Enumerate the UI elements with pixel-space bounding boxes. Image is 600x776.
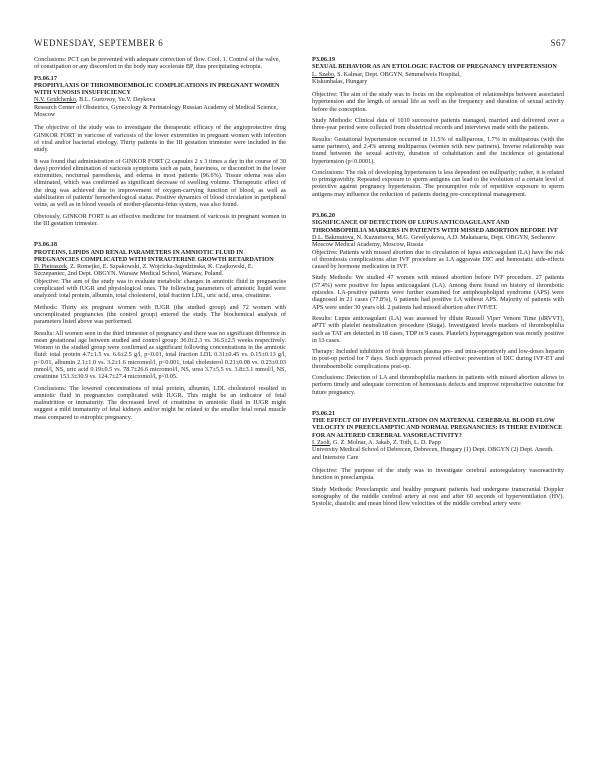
abstract-title: PROTEINS, LIPIDS AND RENAL PARAMETERS IN AMNIOTIC FLUID IN PREGNANCIES COMPLICATED WITH INTRAUTERINE GROWTH RETARDATION xyxy=(34,248,274,263)
abstract-title: SEXUAL BEHAVIOR AS AN ETIOLOGIC FACTOR OF PREGNANCY HYPERTENSION xyxy=(312,63,557,71)
page-number: S67 xyxy=(550,38,566,48)
right-abstract-list xyxy=(312,56,564,507)
presenting-author: D.L. Bakmutova xyxy=(312,233,354,241)
abstract-body xyxy=(312,91,564,198)
running-header xyxy=(34,38,566,50)
abstract-authors xyxy=(312,439,564,446)
abstract-affiliation: Research Center of Obstetrics, Gynecology & Perinatology Russian Academy of Medical Science, Moscow xyxy=(34,103,278,119)
presenting-author: N.V. Gridchenko xyxy=(34,96,76,104)
abstract xyxy=(34,241,286,421)
presenting-author: I. Zsolt xyxy=(312,439,330,447)
co-authors: , G. Z. Molnar, A. Jakab, Z. Toth, L. D. Papp xyxy=(329,439,441,447)
abstract-paragraph: Results: Lupus anticoagulant (LA) was assessed by dilute Russell Viper Venom Time (dRVVT), aPTT with platelet neutralization procedure (Staga). Investigated levels markers of thrombophilia such as TAT are detected in 18 cases, TDP in 9 cases. Platelet's hyperaggregation was mostly positive in 13 cases. xyxy=(312,314,564,344)
abstract-paragraph: Study Methods: We studied 47 women with missed abortion before IVF procedure. 27 patients (57.4%) were positive for lupus anticoagulant (LA). Among them found on history of thrombotic episodes. LA-positive patients were further examined for antiphospholipid syndrome (APS) were diagnosed in 21 cases (77.8%), 6 patients had positive LA without APS. Majority of patients with APS were under 30 years old. 2 patients had missed abortion after IVF/ET. xyxy=(312,274,564,311)
continued-abstract xyxy=(34,56,286,71)
abstract-paragraph: It was found that administration of GINKOR FORT (2 capsules 2 x 3 times a day in the course of 30 days) provided elimination of varicosis symptoms such as pain, heaviness, or discomfort in the lower extremities, nocturnal paresthesia, and edema in most patients (96.6%). Tissue edema was also eliminated, which was confirmed as significant decrease of swelling volume. Therapeutic effect of the drug was achieved due to improvement of oxygen-carrying function of blood, as well as stabilization of patients' hemorheological status. Positive dynamics of blood circulation in peripheral veins, as well as in blood vessels of mother-placenta-fetus system, was also found. xyxy=(34,157,286,209)
abstract-affiliation: Kiskunhalas, Hungary xyxy=(312,77,368,85)
abstract-authors xyxy=(34,263,286,278)
presenting-author: D. Pietraszek xyxy=(34,263,67,271)
abstract xyxy=(312,56,564,198)
header-date: WEDNESDAY, SEPTEMBER 6 xyxy=(34,38,164,48)
abstract-authors xyxy=(34,96,286,103)
abstract-paragraph: Methods: Thirty six pregnant women with IUGR (the studied group) and 72 women with uncomplicated pregnancies (the control group) entered the study. The biochemical analysis of parameters listed above was performed. xyxy=(34,303,286,326)
abstract-body xyxy=(312,249,564,396)
abstract-authors xyxy=(312,71,564,78)
abstract-paragraph: The objective of the study was to investigate the therapeutic efficacy of the angioprotective drug GINKOR FORT in varicose of varicosis of the lower extremities in pregnant women with infection of viral and/or bacterial etiology. Thirty patients in the III gestation trimester were included in the study. xyxy=(34,124,286,154)
co-authors: , B.L. Gurtovoy, Yu.V. Deykova xyxy=(76,96,156,104)
abstract-paragraph: Results: Gestational hypertension occurred in 11.5% of nulliparous, 1.7% in multiparous (with the same partners), and 2.4% among multiparous (women with new partners). Inverse relationship was found between the sexual activity, duration of cohabitation and the incidence of gestational hypertension (p<0.0001). xyxy=(312,135,564,165)
co-authors: , S. Kalmar, Dept. OBGYN, Semmelweis Hospital, xyxy=(334,70,461,78)
abstract-paragraph: Conclusions: Detection of LA and thrombophilia markers in patients with missed abortion allows to perform timely and adequate correction of hemostasis defects and improve reproductive outcome for future pregnancy. xyxy=(312,373,564,396)
presenting-author: L. Szabo xyxy=(312,70,334,78)
abstract-paragraph: Objective: The aim of the study was to evaluate metabolic changes in amniotic fluid in pregnancies complicated with IUGR and physiological ones. The following parameters of amniotic liquid were analyzed: total protein, albumin, total cholesterol, total fraction LDL, uric acid, urea, creatinine. xyxy=(34,277,286,300)
abstract-paragraph: Results: All women seen in the third trimester of pregnancy and there was no significant difference in mean gestational age between studied and control group: 36.0±2.3 vs. 36.5±2.5 weeks respectively. Women in the studied group were confirmed as significant following concentrations in the amniotic fluid: total protein 4.7±1.5 vs. 6.6±2.5 g/l, p<0.01, total fraction LDL 0.31±0.45 vs. 0.15±0.13 g/l, p<0.01, albumin 2.1±1.0 vs. 3.2±1.6 micromol/l, p<0.001, total cholesterol 0.21±0.08 vs. 0.23±0.03 mmol/l, NS, uric acid 0.19±0.5 vs. 78.7±26.6 micromol/l, NS, urea 3.7±5.5 vs. 3.8±3.1 mmol/l, NS, creatinine 153.3±30.9 vs. 124.7±27.4 micromol/l, p<0.05. xyxy=(34,329,286,381)
continued-text: Conclusions: PCT can be prevented with adequate correction of flow. Cool. 1. Control of the valve, of constipation or any discomfort in the body may accelerate BP, thus precipitating ectropia. xyxy=(34,56,281,71)
abstract-paragraph: Conclusions: The lowered concentrations of total protein, albumin, LDL cholesterol resulted in amniotic fluid in pregnancies complicated with IUGR. This might be an indicator of fetal malnutrition or immaturity. The decreased level of creatinine in amniotic fluid in IUGR might suggest a mild immaturity of fetal kidneys and/or might be related to the smaller fetal renal muscle mass compared to eutrophic pregnancy. xyxy=(34,384,286,421)
abstract-paragraph: Objective: Patients with missed abortion due to circulation of lupus anticoagulant (LA) have the risk of thrombosis complications after IVF procedure as LA aggravate DIC and hemostatic side-effects caused by hormone medication in IVF. xyxy=(312,248,564,271)
abstract-title: SIGNIFICANCE OF DETECTION OF LUPUS ANTICOAGULANT AND THROMBOPHILIA MARKERS IN PATIENTS WITH MISSED ABORTION BEFORE IVF xyxy=(312,219,558,234)
abstract-body xyxy=(34,278,286,421)
abstract-affiliation: University Medical School of Debrecen, Debrecen, Hungary (1) Dept. OBGYN (2) Dept. Anesth. and Intensive Care xyxy=(312,446,554,461)
abstract-code: P3.06.18 xyxy=(34,241,58,249)
abstract-body xyxy=(312,467,564,507)
abstract-paragraph: Study Methods: Clinical data of 1010 successive patients managed, married and delivered over a three-year period were collected from obstetrical records and interviews made with the patients. xyxy=(312,117,564,132)
abstract xyxy=(34,75,286,228)
abstract-paragraph: Objective: The purpose of the study was to investigate cerebral autoregulatory vasoreactivity function in preeclampsia. xyxy=(312,466,564,482)
right-column xyxy=(312,56,564,521)
abstract-paragraph: Study Methods: Preeclamptic and healthy pregnant patients had undergone transcranial Doppler sonography of the middle cerebral artery at rest and after 60 seconds of hyperventilation (HV). Systolic, diastolic and mean blood flow velocities of the middle cerebral artery were xyxy=(312,485,564,508)
abstract-paragraph: Therapy: Included inhibition of fresh frozen plasma pre- and intra-operatively and low-doses heparin in post-op period for 7 days. Such approach proved effective: prevention of DIC during IVF-ET and thromboembolic complications post-op. xyxy=(312,348,564,370)
abstract-code: P3.06.17 xyxy=(34,74,58,82)
abstract xyxy=(312,212,564,396)
left-abstract-list xyxy=(34,75,286,421)
left-column xyxy=(34,56,286,435)
abstract-title: PROPHYLAXIS OF THROMBOEMBOLIC COMPLICATIONS IN PREGNANT WOMEN WITH VENOSIS INSUFFICIENCY xyxy=(34,81,280,97)
abstract xyxy=(312,410,564,508)
abstract-paragraph: Conclusions: The risk of developing hypertension is less dependent on nulliparity; rather, it is related to primigravidity. Repeated exposure to sperm antigens can lead to the evolution of a certain level of protective against pregnancy hypertension. The presumptive role of repetitive exposure to sperm antigens may influence the reduction of patients during pre-conceptional management. xyxy=(312,168,564,198)
abstract-code: P3.06.20 xyxy=(312,212,336,220)
abstract-body xyxy=(34,124,286,227)
abstract-title: THE EFFECT OF HYPERVENTILATION ON MATERNAL CEREBRAL BLOOD FLOW VELOCITY IN PREECLAMPTIC AND NORMAL PREGNANCIES: IS THERE EVIDENCE FOR AN ALTERED CEREBRAL VASOREACTIVITY? xyxy=(312,417,563,439)
abstract-paragraph: Obviously, GINKOR FORT is an effective medicine for treatment of varicosis in pregnant women in the III gestation trimester. xyxy=(34,212,286,227)
abstract-code: P3.06.21 xyxy=(312,409,336,417)
co-authors: , Z. Romejko, E. Szpakowski, Z. Wojcicka-Jagodzinska, K. Czajkowski, E. Szczepaniec, 2nd Dept. OBGYN. Warsaw Medical School, Warsaw, Poland. xyxy=(34,263,254,278)
abstract-paragraph: Objective: The aim of the study was to focus on the exploration of relationships between associated hypertension and the length of sexual life as well as the frequency and duration of sexual activity before the conception. xyxy=(312,91,564,113)
abstract-authors xyxy=(312,234,564,249)
abstract-code: P3.06.19 xyxy=(312,56,336,63)
co-authors: , N. Kuznetsova, M.G. Gevelyukova, A.D. Makatsaria, Dept. OBGYN, Sechenov Moscow Medical Academy, Moscow, Russia xyxy=(312,233,556,249)
